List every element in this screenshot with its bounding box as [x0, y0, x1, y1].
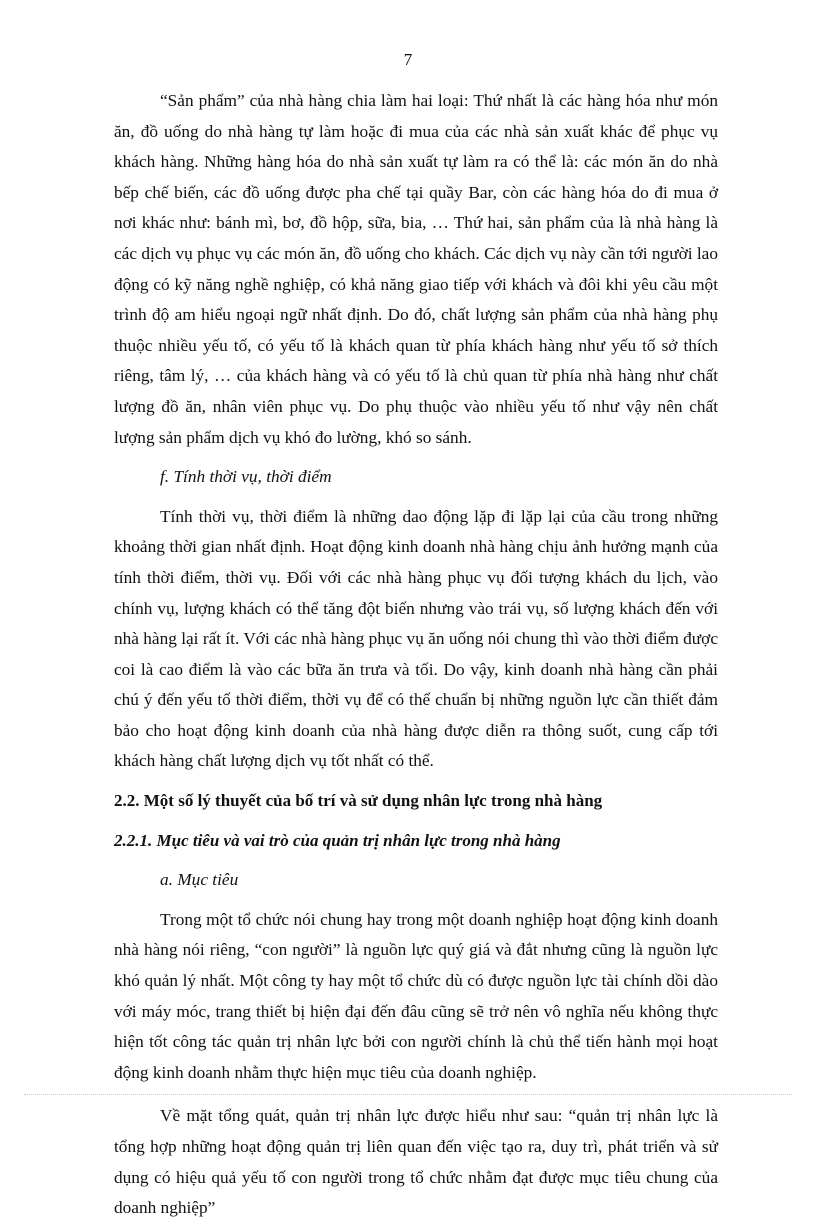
section-heading-2-2: 2.2. Một số lý thuyết của bố trí và sử dụng nhân lực trong nhà hàng [114, 791, 603, 811]
paragraph-seasonality: Tính thời vụ, thời điểm là những dao động lặp đi lặp lại của cầu trong những khoảng thời gian nhất định. Hoạt động kinh doanh nhà hàng chịu ảnh hưởng mạnh của tính thời điểm, thời vụ. Đối với các nhà hàng phục vụ đối tượng khách du lịch, vào chính vụ, lượng khách có thể tăng đột biến nhưng vào trái vụ, số lượng khách đến với nhà hàng lại rất ít. Với các nhà hàng phục vụ ăn uống nói chung thì vào thời điểm được coi là cao điểm là vào các bữa ăn trưa và tối. Do vậy, kinh doanh nhà hàng cần phải chú ý đến yếu tố thời điểm, thời vụ để có thể chuẩn bị những nguồn lực cần thiết đảm bảo cho hoạt động kinh doanh của nhà hàng được diễn ra thông suốt, cung cấp tới khách hàng chất lượng dịch vụ tốt nhất có thể. [114, 506, 718, 771]
subtitle-objectives: a. Mục tiêu [160, 870, 239, 890]
page-number: 7 [403, 50, 413, 69]
paragraph-product: “Sản phẩm” của nhà hàng chia làm hai loại: Thứ nhất là các hàng hóa như món ăn, đồ uống do nhà hàng tự làm hoặc đi mua của các nhà sản xuất khác để phục vụ khách hàng. Những hàng hóa do nhà sản xuất tự làm ra có thể là: các món ăn do nhà bếp chế biến, các đồ uống được pha chế tại quầy Bar, còn các hàng hóa do đi mua ở nơi khác như: bánh mì, bơ, đồ hộp, sữa, bia, … Thứ hai, sản phẩm của là nhà hàng là các dịch vụ phục vụ các món ăn, đồ uống cho khách. Các dịch vụ này cần tới người lao động có kỹ năng nghề nghiệp, có khả năng giao tiếp với khách và đôi khi yêu cầu một trình độ am hiểu ngoại ngữ nhất định. Do đó, chất lượng sản phẩm của nhà hàng phụ thuộc nhiều yếu tố, có yếu tố là khách quan từ phía khách hàng như yếu tố sở thích riêng, tâm lý, … của khách hàng và có yếu tố là chủ quan từ phía nhà hàng như chất lượng đồ ăn, nhân viên phục vụ. Do phụ thuộc vào nhiều yếu tố như vậy nên chất lượng sản phẩm dịch vụ khó đo lường, khó so sánh. [114, 91, 718, 447]
document-body [114, 86, 718, 1224]
subtitle-seasonality: f. Tính thời vụ, thời điểm [160, 467, 332, 487]
paragraph-human-resources: Trong một tổ chức nói chung hay trong một doanh nghiệp hoạt động kinh doanh nhà hàng nói riêng, “con người” là nguồn lực quý giá và đắt nhưng cũng là nguồn lực khó quản lý nhất. Một công ty hay một tổ chức dù có được nguồn lực tài chính dồi dào với máy móc, trang thiết bị hiện đại đến đâu cũng sẽ trở nên vô nghĩa nếu không thực hiện tốt công tác quản trị nhân lực bởi con người chính là chủ thể tiến hành mọi hoạt động kinh doanh nhằm thực hiện mục tiêu của doanh nghiệp. [114, 909, 718, 1082]
footer-divider [24, 1094, 792, 1095]
section-heading-2-2-1: 2.2.1. Mục tiêu và vai trò của quản trị nhân lực trong nhà hàng [114, 830, 561, 850]
paragraph-definition: Về mặt tổng quát, quản trị nhân lực được hiểu như sau: “quản trị nhân lực là tổng hợp những hoạt động quản trị liên quan đến việc tạo ra, duy trì, phát triển và sử dụng có hiệu quả yếu tố con người trong tổ chức nhằm đạt được mục tiêu chung của doanh nghiệp” [114, 1106, 718, 1218]
